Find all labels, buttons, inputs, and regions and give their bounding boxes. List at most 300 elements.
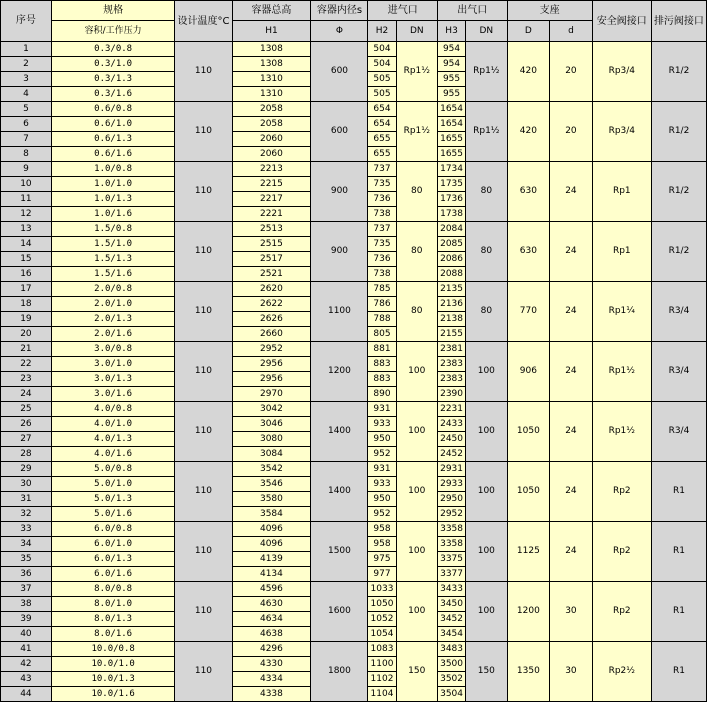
cell-h1: 4630 xyxy=(232,597,311,612)
cell-safety-valve: Rp1¼ xyxy=(592,282,651,342)
cell-h3: 2950 xyxy=(438,492,466,507)
cell-h3: 2433 xyxy=(438,417,466,432)
cell-safety-valve: Rp1 xyxy=(592,162,651,222)
cell-index: 4 xyxy=(1,87,52,102)
cell-support-d-lower: 24 xyxy=(550,522,593,582)
cell-support-d-upper: 1350 xyxy=(507,642,550,702)
cell-spec: 1.5/0.8 xyxy=(51,222,175,237)
cell-support-d-lower: 24 xyxy=(550,162,593,222)
cell-h3: 2135 xyxy=(438,282,466,297)
cell-index: 22 xyxy=(1,357,52,372)
cell-h3: 1655 xyxy=(438,147,466,162)
cell-inlet-dn: 100 xyxy=(396,402,438,462)
table-row xyxy=(1,402,707,417)
cell-h3: 2383 xyxy=(438,372,466,387)
header-h1: H1 xyxy=(232,21,311,42)
cell-index: 6 xyxy=(1,117,52,132)
table-row xyxy=(1,222,707,237)
cell-h2: 883 xyxy=(368,372,396,387)
cell-outlet-dn: 100 xyxy=(466,582,508,642)
cell-support-d-lower: 24 xyxy=(550,342,593,402)
cell-drain-valve: R1/2 xyxy=(651,42,706,102)
header-drain-valve: 排污阀接口 xyxy=(651,1,706,42)
cell-spec: 5.0/1.6 xyxy=(51,507,175,522)
cell-h3: 1654 xyxy=(438,117,466,132)
cell-h1: 2058 xyxy=(232,102,311,117)
cell-h1: 2221 xyxy=(232,207,311,222)
cell-h1: 4139 xyxy=(232,552,311,567)
cell-index: 17 xyxy=(1,282,52,297)
cell-inlet-dn: Rp1½ xyxy=(396,42,438,102)
cell-index: 40 xyxy=(1,627,52,642)
cell-h1: 2060 xyxy=(232,132,311,147)
cell-design-temp: 110 xyxy=(175,522,232,582)
header-outlet: 出气口 xyxy=(438,1,508,21)
header-index: 序号 xyxy=(1,1,52,42)
cell-h3: 2452 xyxy=(438,447,466,462)
cell-h2: 654 xyxy=(368,117,396,132)
cell-index: 39 xyxy=(1,612,52,627)
cell-spec: 1.5/1.6 xyxy=(51,267,175,282)
cell-support-d-upper: 1200 xyxy=(507,582,550,642)
cell-index: 23 xyxy=(1,372,52,387)
table-row xyxy=(1,102,707,117)
cell-design-temp: 110 xyxy=(175,642,232,702)
table-row xyxy=(1,282,707,297)
cell-index: 15 xyxy=(1,252,52,267)
cell-h1: 2956 xyxy=(232,372,311,387)
cell-h3: 1734 xyxy=(438,162,466,177)
cell-index: 1 xyxy=(1,42,52,57)
cell-outlet-dn: 150 xyxy=(466,642,508,702)
cell-support-d-upper: 420 xyxy=(507,102,550,162)
cell-spec: 3.0/0.8 xyxy=(51,342,175,357)
cell-spec: 8.0/0.8 xyxy=(51,582,175,597)
cell-support-d-lower: 20 xyxy=(550,42,593,102)
cell-inner-dia: 1100 xyxy=(311,282,368,342)
cell-index: 18 xyxy=(1,297,52,312)
cell-inner-dia: 1400 xyxy=(311,402,368,462)
cell-spec: 4.0/0.8 xyxy=(51,402,175,417)
cell-h3: 3452 xyxy=(438,612,466,627)
cell-outlet-dn: Rp1½ xyxy=(466,102,508,162)
cell-h2: 736 xyxy=(368,252,396,267)
cell-inlet-dn: 100 xyxy=(396,582,438,642)
header-h2: H2 xyxy=(368,21,396,42)
cell-design-temp: 110 xyxy=(175,282,232,342)
cell-design-temp: 110 xyxy=(175,222,232,282)
cell-outlet-dn: 80 xyxy=(466,282,508,342)
cell-index: 41 xyxy=(1,642,52,657)
cell-h1: 2952 xyxy=(232,342,311,357)
cell-outlet-dn: 100 xyxy=(466,402,508,462)
cell-h2: 786 xyxy=(368,297,396,312)
table-row xyxy=(1,162,707,177)
cell-h1: 3580 xyxy=(232,492,311,507)
cell-spec: 6.0/1.0 xyxy=(51,537,175,552)
cell-h3: 3450 xyxy=(438,597,466,612)
cell-index: 20 xyxy=(1,327,52,342)
cell-spec: 6.0/1.6 xyxy=(51,567,175,582)
cell-h1: 3546 xyxy=(232,477,311,492)
cell-drain-valve: R1 xyxy=(651,642,706,702)
cell-h2: 505 xyxy=(368,72,396,87)
cell-inner-dia: 600 xyxy=(311,102,368,162)
cell-h1: 3080 xyxy=(232,432,311,447)
cell-spec: 0.3/1.3 xyxy=(51,72,175,87)
cell-h2: 950 xyxy=(368,432,396,447)
cell-inlet-dn: 150 xyxy=(396,642,438,702)
cell-h1: 4338 xyxy=(232,687,311,702)
cell-drain-valve: R1 xyxy=(651,462,706,522)
cell-h2: 977 xyxy=(368,567,396,582)
cell-outlet-dn: 80 xyxy=(466,222,508,282)
cell-spec: 8.0/1.0 xyxy=(51,597,175,612)
cell-h3: 3358 xyxy=(438,522,466,537)
cell-index: 30 xyxy=(1,477,52,492)
cell-spec: 4.0/1.6 xyxy=(51,447,175,462)
cell-design-temp: 110 xyxy=(175,102,232,162)
cell-h2: 1052 xyxy=(368,612,396,627)
cell-h1: 2217 xyxy=(232,192,311,207)
table-row xyxy=(1,42,707,57)
cell-spec: 0.3/1.0 xyxy=(51,57,175,72)
header-phi: Φ xyxy=(311,21,368,42)
cell-design-temp: 110 xyxy=(175,342,232,402)
cell-h3: 1736 xyxy=(438,192,466,207)
cell-spec: 0.3/0.8 xyxy=(51,42,175,57)
cell-support-d-upper: 630 xyxy=(507,222,550,282)
cell-index: 5 xyxy=(1,102,52,117)
cell-index: 43 xyxy=(1,672,52,687)
table-row xyxy=(1,342,707,357)
cell-outlet-dn: 80 xyxy=(466,162,508,222)
table-row xyxy=(1,642,707,657)
cell-outlet-dn: Rp1½ xyxy=(466,42,508,102)
cell-h1: 1308 xyxy=(232,42,311,57)
cell-spec: 3.0/1.3 xyxy=(51,372,175,387)
cell-safety-valve: Rp2½ xyxy=(592,642,651,702)
cell-h1: 4334 xyxy=(232,672,311,687)
cell-h1: 3584 xyxy=(232,507,311,522)
cell-support-d-lower: 24 xyxy=(550,222,593,282)
header-support-d-lower: d xyxy=(550,21,593,42)
cell-spec: 1.0/1.6 xyxy=(51,207,175,222)
cell-drain-valve: R3/4 xyxy=(651,282,706,342)
header-safety-valve: 安全阀接口 xyxy=(592,1,651,42)
cell-h2: 890 xyxy=(368,387,396,402)
cell-h1: 2515 xyxy=(232,237,311,252)
cell-spec: 0.6/1.6 xyxy=(51,147,175,162)
cell-inner-dia: 900 xyxy=(311,222,368,282)
cell-h1: 4330 xyxy=(232,657,311,672)
header-inlet: 进气口 xyxy=(368,1,438,21)
cell-spec: 1.0/1.0 xyxy=(51,177,175,192)
cell-index: 2 xyxy=(1,57,52,72)
cell-spec: 5.0/0.8 xyxy=(51,462,175,477)
cell-h1: 1310 xyxy=(232,72,311,87)
cell-drain-valve: R1/2 xyxy=(651,222,706,282)
cell-design-temp: 110 xyxy=(175,162,232,222)
cell-index: 10 xyxy=(1,177,52,192)
cell-h3: 1738 xyxy=(438,207,466,222)
cell-h2: 1033 xyxy=(368,582,396,597)
cell-h2: 1100 xyxy=(368,657,396,672)
cell-h1: 2513 xyxy=(232,222,311,237)
cell-h3: 1654 xyxy=(438,102,466,117)
cell-index: 14 xyxy=(1,237,52,252)
cell-h3: 1735 xyxy=(438,177,466,192)
cell-safety-valve: Rp2 xyxy=(592,522,651,582)
table-header xyxy=(1,1,707,42)
cell-h2: 933 xyxy=(368,417,396,432)
cell-h2: 736 xyxy=(368,192,396,207)
cell-spec: 4.0/1.3 xyxy=(51,432,175,447)
cell-h3: 2390 xyxy=(438,387,466,402)
cell-inner-dia: 600 xyxy=(311,42,368,102)
cell-h2: 975 xyxy=(368,552,396,567)
cell-support-d-upper: 1050 xyxy=(507,462,550,522)
cell-h3: 954 xyxy=(438,57,466,72)
cell-h3: 3483 xyxy=(438,642,466,657)
cell-h1: 4134 xyxy=(232,567,311,582)
cell-h3: 954 xyxy=(438,42,466,57)
cell-h2: 737 xyxy=(368,222,396,237)
cell-h1: 4596 xyxy=(232,582,311,597)
cell-h2: 738 xyxy=(368,267,396,282)
cell-h2: 735 xyxy=(368,237,396,252)
cell-h2: 504 xyxy=(368,57,396,72)
cell-h3: 2933 xyxy=(438,477,466,492)
header-spec-sub: 容积/工作压力 xyxy=(51,21,175,42)
cell-h1: 2660 xyxy=(232,327,311,342)
cell-safety-valve: Rp3/4 xyxy=(592,102,651,162)
cell-spec: 8.0/1.6 xyxy=(51,627,175,642)
cell-h2: 1102 xyxy=(368,672,396,687)
cell-h2: 958 xyxy=(368,522,396,537)
cell-index: 19 xyxy=(1,312,52,327)
cell-h3: 2450 xyxy=(438,432,466,447)
cell-spec: 1.5/1.0 xyxy=(51,237,175,252)
cell-spec: 0.6/1.0 xyxy=(51,117,175,132)
cell-index: 38 xyxy=(1,597,52,612)
cell-h2: 883 xyxy=(368,357,396,372)
cell-index: 44 xyxy=(1,687,52,702)
cell-h3: 2136 xyxy=(438,297,466,312)
cell-h3: 3504 xyxy=(438,687,466,702)
cell-h2: 958 xyxy=(368,537,396,552)
cell-h1: 3042 xyxy=(232,402,311,417)
cell-h3: 955 xyxy=(438,72,466,87)
cell-h3: 2138 xyxy=(438,312,466,327)
cell-index: 36 xyxy=(1,567,52,582)
cell-h3: 2155 xyxy=(438,327,466,342)
cell-design-temp: 110 xyxy=(175,462,232,522)
cell-h3: 2088 xyxy=(438,267,466,282)
table-row xyxy=(1,522,707,537)
cell-h2: 881 xyxy=(368,342,396,357)
cell-h2: 931 xyxy=(368,402,396,417)
cell-h2: 952 xyxy=(368,447,396,462)
cell-spec: 1.0/0.8 xyxy=(51,162,175,177)
cell-support-d-lower: 24 xyxy=(550,282,593,342)
cell-h1: 2970 xyxy=(232,387,311,402)
cell-safety-valve: Rp1½ xyxy=(592,402,651,462)
cell-inner-dia: 900 xyxy=(311,162,368,222)
cell-support-d-upper: 1050 xyxy=(507,402,550,462)
cell-index: 34 xyxy=(1,537,52,552)
cell-spec: 8.0/1.3 xyxy=(51,612,175,627)
cell-support-d-lower: 24 xyxy=(550,462,593,522)
cell-h3: 3358 xyxy=(438,537,466,552)
cell-index: 13 xyxy=(1,222,52,237)
cell-index: 11 xyxy=(1,192,52,207)
cell-h3: 3377 xyxy=(438,567,466,582)
cell-support-d-upper: 420 xyxy=(507,42,550,102)
header-inner-dia: 容器内径s xyxy=(311,1,368,21)
header-spec: 规格 xyxy=(51,1,175,21)
cell-drain-valve: R1 xyxy=(651,522,706,582)
cell-h2: 738 xyxy=(368,207,396,222)
cell-index: 7 xyxy=(1,132,52,147)
cell-design-temp: 110 xyxy=(175,42,232,102)
cell-index: 37 xyxy=(1,582,52,597)
header-outlet-dn: DN xyxy=(466,21,508,42)
cell-index: 16 xyxy=(1,267,52,282)
cell-spec: 2.0/1.0 xyxy=(51,297,175,312)
cell-support-d-lower: 30 xyxy=(550,582,593,642)
cell-h3: 3454 xyxy=(438,627,466,642)
header-inlet-dn: DN xyxy=(396,21,438,42)
cell-outlet-dn: 100 xyxy=(466,342,508,402)
cell-h1: 3084 xyxy=(232,447,311,462)
cell-h2: 788 xyxy=(368,312,396,327)
cell-design-temp: 110 xyxy=(175,582,232,642)
cell-h2: 504 xyxy=(368,42,396,57)
cell-spec: 2.0/1.6 xyxy=(51,327,175,342)
cell-design-temp: 110 xyxy=(175,402,232,462)
cell-inner-dia: 1600 xyxy=(311,582,368,642)
cell-index: 26 xyxy=(1,417,52,432)
cell-inlet-dn: 100 xyxy=(396,522,438,582)
cell-index: 29 xyxy=(1,462,52,477)
cell-h1: 3046 xyxy=(232,417,311,432)
cell-spec: 1.0/1.3 xyxy=(51,192,175,207)
cell-h2: 737 xyxy=(368,162,396,177)
cell-index: 21 xyxy=(1,342,52,357)
cell-h2: 952 xyxy=(368,507,396,522)
cell-spec: 5.0/1.0 xyxy=(51,477,175,492)
cell-h2: 735 xyxy=(368,177,396,192)
cell-spec: 6.0/0.8 xyxy=(51,522,175,537)
cell-spec: 2.0/0.8 xyxy=(51,282,175,297)
cell-h3: 2231 xyxy=(438,402,466,417)
cell-spec: 5.0/1.3 xyxy=(51,492,175,507)
cell-index: 12 xyxy=(1,207,52,222)
cell-h3: 2952 xyxy=(438,507,466,522)
cell-h2: 655 xyxy=(368,132,396,147)
cell-h1: 2620 xyxy=(232,282,311,297)
cell-drain-valve: R3/4 xyxy=(651,402,706,462)
header-support: 支座 xyxy=(507,1,592,21)
cell-h2: 933 xyxy=(368,477,396,492)
cell-h1: 2060 xyxy=(232,147,311,162)
cell-safety-valve: Rp2 xyxy=(592,462,651,522)
cell-spec: 10.0/1.0 xyxy=(51,657,175,672)
cell-h1: 4096 xyxy=(232,537,311,552)
cell-h1: 4638 xyxy=(232,627,311,642)
cell-h2: 805 xyxy=(368,327,396,342)
cell-inner-dia: 1800 xyxy=(311,642,368,702)
cell-support-d-upper: 906 xyxy=(507,342,550,402)
cell-drain-valve: R1 xyxy=(651,582,706,642)
cell-h2: 1054 xyxy=(368,627,396,642)
cell-h2: 505 xyxy=(368,87,396,102)
cell-support-d-lower: 20 xyxy=(550,102,593,162)
table-row xyxy=(1,582,707,597)
cell-index: 24 xyxy=(1,387,52,402)
cell-support-d-lower: 24 xyxy=(550,402,593,462)
cell-spec: 3.0/1.0 xyxy=(51,357,175,372)
cell-index: 27 xyxy=(1,432,52,447)
cell-h1: 2626 xyxy=(232,312,311,327)
cell-h1: 2521 xyxy=(232,267,311,282)
cell-h3: 3375 xyxy=(438,552,466,567)
cell-support-d-upper: 630 xyxy=(507,162,550,222)
cell-safety-valve: Rp1 xyxy=(592,222,651,282)
header-design-temp: 设计温度°C xyxy=(175,1,232,42)
header-h3: H3 xyxy=(438,21,466,42)
cell-inner-dia: 1500 xyxy=(311,522,368,582)
table-body xyxy=(1,42,707,702)
cell-h1: 2622 xyxy=(232,297,311,312)
cell-h3: 2931 xyxy=(438,462,466,477)
cell-spec: 0.6/0.8 xyxy=(51,102,175,117)
cell-h1: 2956 xyxy=(232,357,311,372)
cell-h2: 785 xyxy=(368,282,396,297)
cell-h1: 4634 xyxy=(232,612,311,627)
cell-inlet-dn: 80 xyxy=(396,222,438,282)
cell-drain-valve: R1/2 xyxy=(651,102,706,162)
cell-index: 42 xyxy=(1,657,52,672)
cell-index: 25 xyxy=(1,402,52,417)
cell-h1: 4096 xyxy=(232,522,311,537)
cell-index: 8 xyxy=(1,147,52,162)
cell-outlet-dn: 100 xyxy=(466,462,508,522)
cell-h3: 2085 xyxy=(438,237,466,252)
cell-drain-valve: R3/4 xyxy=(651,342,706,402)
cell-h1: 4296 xyxy=(232,642,311,657)
cell-h2: 1050 xyxy=(368,597,396,612)
cell-spec: 10.0/0.8 xyxy=(51,642,175,657)
cell-spec: 10.0/1.6 xyxy=(51,687,175,702)
cell-index: 28 xyxy=(1,447,52,462)
cell-index: 31 xyxy=(1,492,52,507)
cell-h2: 1104 xyxy=(368,687,396,702)
cell-inner-dia: 1200 xyxy=(311,342,368,402)
cell-inlet-dn: 100 xyxy=(396,462,438,522)
cell-support-d-upper: 1125 xyxy=(507,522,550,582)
cell-index: 35 xyxy=(1,552,52,567)
table-row xyxy=(1,462,707,477)
cell-spec: 4.0/1.0 xyxy=(51,417,175,432)
cell-h3: 3502 xyxy=(438,672,466,687)
header-total-height: 容器总高 xyxy=(232,1,311,21)
cell-h1: 1308 xyxy=(232,57,311,72)
cell-h3: 1655 xyxy=(438,132,466,147)
cell-spec: 0.6/1.3 xyxy=(51,132,175,147)
cell-h1: 2517 xyxy=(232,252,311,267)
